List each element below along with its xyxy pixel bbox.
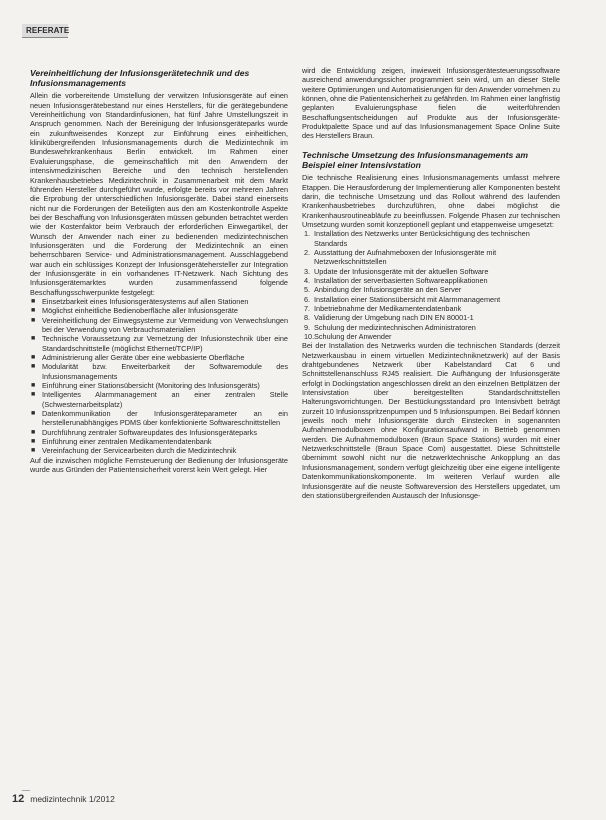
right-heading: Technische Umsetzung des Infusionsmanagements am Beispiel einer Intensivstation <box>302 149 529 170</box>
list-item <box>30 446 288 455</box>
list-item-text: Datenkommunikation der Infusionsgeräteparameter an ein herstellerunabhängiges PDMS über konfektionierte Softwareschnittstellen <box>42 409 288 428</box>
left-column <box>30 68 288 475</box>
list-item-text: Einsetzbarkeit eines Infusionsgerätesystems auf allen Stationen <box>42 296 249 306</box>
list-item <box>30 437 288 446</box>
step-number: 2. <box>304 247 311 257</box>
list-item-text: Inbetriebnahme der Medikamentendatenbank <box>314 303 462 313</box>
step-number: 3. <box>304 266 311 276</box>
list-item-text: Validierung der Umgebung nach DIN EN 80001-1 <box>314 313 474 323</box>
list-item-text: Update der Infusionsgeräte mit der aktuellen Software <box>314 266 489 276</box>
list-item <box>302 276 560 285</box>
step-number: 10. <box>304 332 315 341</box>
step-number: 6. <box>304 294 311 304</box>
implementation-steps-list <box>302 229 560 341</box>
list-item-text: Installation einer Stationsübersicht mit Alarmmanagement <box>314 294 501 304</box>
list-item <box>302 248 560 267</box>
bullet-icon: ■ <box>31 410 36 418</box>
footer-rule <box>22 790 30 791</box>
step-number: 8. <box>304 313 311 323</box>
list-item-text: Schulung der Anwender <box>314 332 392 341</box>
list-item <box>30 428 288 437</box>
list-item-text: Technische Voraussetzung zur Vernetzung der Infusionstechnik über eine Standardschnittstelle (möglichst Ethernet/TCP/IP) <box>42 334 288 353</box>
list-item-text: Möglichst einheitliche Bedienoberfläche aller Infusionsgeräte <box>42 306 238 316</box>
right-column <box>302 66 560 500</box>
page-footer <box>12 793 115 805</box>
bullet-icon: ■ <box>31 391 36 399</box>
right-intro-paragraph: Die technische Realisierung eines Infusionsmanagements umfasst mehrere Etappen. Die Herausforderung der Implementierung aller Komponenten besteht darin, die technische Umsetzung und das Rollout während des laufenden Krankenhausbetriebes durchzuführen, ohne dabei möglichst die Krankenhausroutineabläufe zu beeinflussen. Folgende Phasen zur technischen Umsetzung wurden somit konzeptionell geplant und etappenweise umgesetzt: <box>302 173 560 229</box>
list-item <box>30 334 288 353</box>
list-item-text: Installation des Netzwerks unter Berücksichtigung des technischen Standards <box>314 229 530 248</box>
bullet-icon: ■ <box>31 354 36 362</box>
bullet-icon: ■ <box>31 438 36 446</box>
list-item-text: Durchführung zentraler Softwareupdates des Infusionsgeräteparks <box>42 427 257 437</box>
list-item <box>30 353 288 362</box>
step-number: 4. <box>304 275 311 285</box>
list-item <box>30 381 288 390</box>
list-item <box>302 267 560 276</box>
list-item-text: Einführung einer zentralen Medikamentendatenbank <box>42 437 212 447</box>
list-item <box>302 304 560 313</box>
list-item <box>302 285 560 294</box>
list-item <box>30 409 288 428</box>
bullet-icon: ■ <box>31 382 36 390</box>
bullet-icon: ■ <box>31 335 36 343</box>
list-item <box>302 332 560 341</box>
section-rule <box>22 37 68 38</box>
list-item-text: Anbindung der Infusionsgeräte an den Server <box>314 285 462 295</box>
list-item-text: Vereinfachung der Servicearbeiten durch die Medizintechnik <box>42 446 237 456</box>
page-number: 12 <box>12 793 25 805</box>
list-item-text: Schulung der medizintechnischen Administratoren <box>314 322 476 332</box>
list-item-text: Vereinheitlichung der Einwegsysteme zur Vermeidung von Verwechslungen bei der Verwendung von Verbrauchsmaterialien <box>42 315 288 334</box>
list-item-text: Intelligentes Alarmmanagement an einer zentralen Stelle (Schwesternarbeitsplatz) <box>42 390 288 409</box>
bullet-icon: ■ <box>31 447 36 455</box>
step-number: 1. <box>304 229 311 239</box>
left-heading: Vereinheitlichung der Infusionsgerätetechnik und des Infusionsmanagements <box>30 68 250 89</box>
step-number: 7. <box>304 303 311 313</box>
list-item-text: Ausstattung der Aufnahmeboxen der Infusionsgeräte mit Netzwerkschnittstellen <box>314 247 497 267</box>
list-item <box>30 390 288 409</box>
bullet-icon: ■ <box>31 363 36 371</box>
step-number: 9. <box>304 322 311 332</box>
list-item <box>30 316 288 335</box>
list-item <box>302 313 560 322</box>
left-intro-paragraph: Allein die vorbereitende Umstellung der verwitzen Infusionsgeräte auf einen neuen Infusionsgerätebestand nur eines Herstellers, für die gerätegebundene Vereinheitlichung von Standardinfusionen, hat fünf Jahre Umstellungszeit in Anspruch genommen. Nach der Bereinigung der Infusionsgeräteparks wurde ein zukunftweisendes Konzept zur Einführung eines einheitlichen, klinikübergreifenden Infusionsmanagements durch die Medizintechnik im Bundeswehrkrankenhaus Berlin entwickelt. Im Rahmen einer Evaluierungsphase, die gemeinschaftlich mit den Anwendern der intensivmedizinischen Bereiche und den technisch herstellenden Krankenhausbetriebes Medizintechnik in Zusammenarbeit mit dem Markt führenden Hersteller durchgeführt wurde, erfolgte bereits vor mehreren Jahren die Erprobung der unterschiedlichen Infusionsgeräte. Dabei stand einerseits nicht nur die Forderungen der Beteiligten aus den am Kostenkontrolle Aspekte bei der Beschaffung von Infusionsgeräten müssen gebunden betrachtet werden wie der Kostenfaktor beim Verbrauch der erforderlichen Einwegartikel, der Wunsch der Anwender nach einer zu bedienenden medizintechnischen Infusionsgeräten und die Forderung der Medizintechnik an einen beherrschbaren Service- und Administrationsmanagement. Ausschlaggebend war auch ein schlüssiges Konzept der Infusionsgerätehersteller zur Integration der Infusionsgeräte in ein vorhandenes IT-Netzwerk. Nach Sichtung des Infusionsgerätemarktes wurden zusammenfassend folgende Beschaffungsschwerpunkte festgelegt: <box>30 91 288 297</box>
list-item-text: Einführung einer Stationsübersicht (Monitoring des Infusionsgeräts) <box>42 381 260 391</box>
list-item <box>302 323 560 332</box>
list-item <box>30 306 288 315</box>
procurement-bullet-list <box>30 297 288 456</box>
list-item <box>302 229 560 248</box>
step-number: 5. <box>304 285 311 295</box>
list-item-text: Modularität bzw. Erweiterbarkeit der Softwaremodule des Infusionsmanagements <box>42 362 288 381</box>
section-label: REFERATE <box>22 24 68 37</box>
bullet-icon: ■ <box>31 428 36 436</box>
list-item <box>30 297 288 306</box>
bullet-icon: ■ <box>31 316 36 324</box>
journal-name: medizintechnik 1/2012 <box>30 794 115 804</box>
right-top-paragraph: wird die Entwicklung zeigen, inwieweit Infusionsgerätesteuerungssoftware ausreichend anwendungssicher programmiert sein wird, um an dieser Stelle weitere Optimierungen und Automatisierungen für den Anwender vornehmen zu können, ohne die Patientensicherheit zu gefährden. Im Rahmen einer langfristig geplanten Evaluierungsphase fielen die weiterführenden Beschaffungsentscheidungen auf Produkte aus der Infusionsgeräte-Produktpalette Space und auf das Infusionsmanagement Space Online Suite des Herstellers Braun. <box>302 66 560 141</box>
section-spacer <box>302 141 560 150</box>
list-item <box>302 295 560 304</box>
left-closing-paragraph: Auf die inzwischen mögliche Fernsteuerung der Bedienung der Infusionsgeräte wurde aus Gründen der Patientensicherheit vorerst kein Wert gelegt. Hier <box>30 455 288 475</box>
list-item-text: Installation der serverbasierten Softwareapplikationen <box>314 275 488 285</box>
list-item-text: Administrierung aller Geräte über eine webbasierte Oberfläche <box>42 353 245 363</box>
right-closing-paragraph: Bei der Installation des Netzwerks wurden die technischen Standards (derzeit Netzwerkausbau in einem virtuellen Medizintechniknetzwerk) auf der Basis drahtgebundenes Netzwerk über Kabelstandard Cat 6 und Schnittstellenanschluss RJ45 realisiert. Die Aufhängung der Infusionsgeräte erfolgt in Dockingstation angeschlossen direkt an den einzelnen Bettplätzen der Intensivstation über bereitgestellten Standardschnittstellen Halterungsvorrichtungen. Der Bestückungsstandard pro Intensivbett beträgt zurzeit 10 Infusionsspritzenpumpen und 5 Infusionspumpen. Bei Bedarf können jeweils noch mehr Infusionsgeräte durch Einstecken in sogenannten Aufnahmemodulboxen ohne Konfigurationsaufwand in Betrieb genommen werden. Die Aufnahmemodulboxen (Braun Space Stations) wurden mit einer Netzwerkschnittstelle (Braun Space Com) ausgestattet. Diese Schnittstelle übernimmt sowohl nicht nur die netzwerktechnische Ankopplung an das Infusionsmanagement, sondern verfügt gleichzeitig über eine eigene intelligente Datenkommunikationskomponente. Im weiteren Verlauf wurden alle Infusionsgeräte auf die neuste Softwareversion des Herstellers upgedatet, um den stationsübergreifenden Austausch der Infusionsge- <box>302 341 560 500</box>
bullet-icon: ■ <box>31 307 36 315</box>
bullet-icon: ■ <box>31 297 36 305</box>
list-item <box>30 362 288 381</box>
